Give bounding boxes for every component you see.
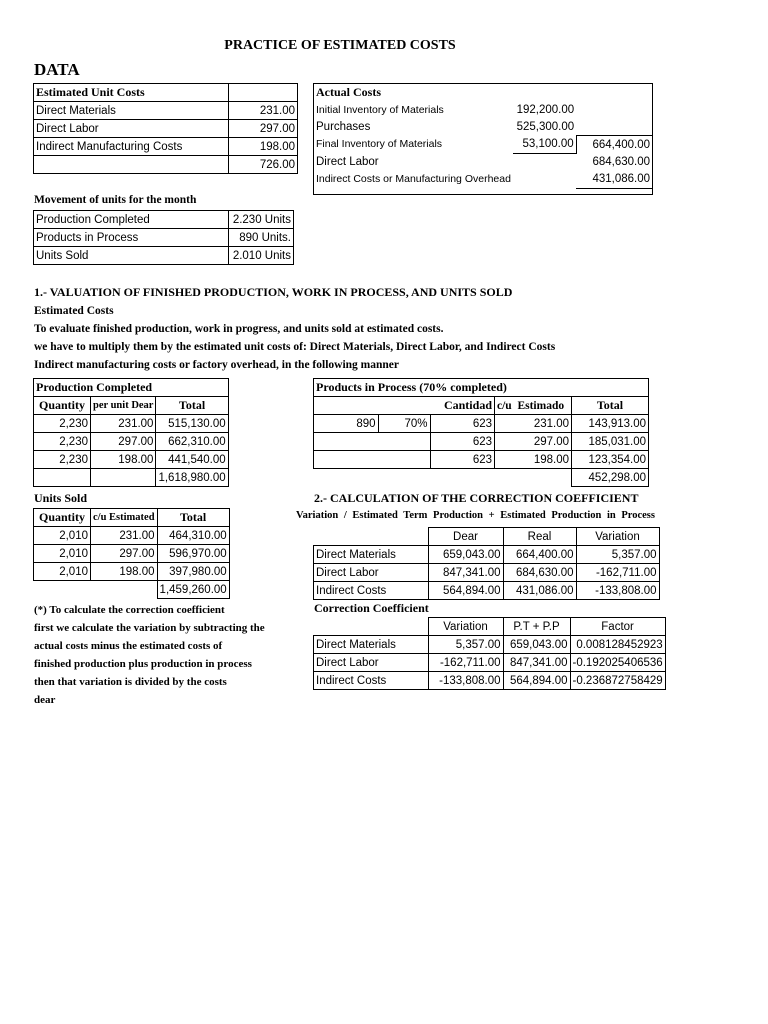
cell: -133,808.00 [428, 672, 503, 690]
cell: 890 [314, 415, 379, 433]
row-label: Direct Materials [314, 636, 429, 654]
cell: 70% [378, 415, 430, 433]
cell: 397,980.00 [157, 563, 229, 581]
actual-label: Indirect Costs or Manufacturing Overhead [316, 173, 511, 186]
col-header: Real [503, 528, 576, 546]
products-in-process-table [313, 378, 649, 487]
cell: 297.00 [91, 433, 156, 451]
cell: 297.00 [495, 433, 572, 451]
cell: 2,230 [34, 451, 91, 469]
cell: -0.236872758429 [570, 672, 665, 690]
movement-heading: Movement of units for the month [34, 194, 197, 206]
actual-v2 [576, 118, 652, 136]
production-completed-table [33, 378, 229, 487]
cell: 659,043.00 [503, 636, 570, 654]
cell: 684,630.00 [503, 564, 576, 582]
actual-v1: 525,300.00 [516, 120, 575, 133]
cell: 464,310.00 [157, 527, 229, 545]
cell: 297.00 [91, 545, 158, 563]
cell: 231.00 [495, 415, 572, 433]
note-line: first we calculate the variation by subtracting the [34, 622, 265, 634]
movement-label: Products in Process [34, 229, 229, 247]
note-line: (*) To calculate the correction coefficient [34, 604, 225, 616]
actual-v1: 192,200.00 [516, 103, 575, 116]
note-line: actual costs minus the estimated costs of [34, 640, 223, 652]
cell: 847,341.00 [428, 564, 503, 582]
section1-heading: 1.- VALUATION OF FINISHED PRODUCTION, WORK IN PROCESS, AND UNITS SOLD [34, 285, 513, 299]
cell: 623 [430, 451, 495, 469]
cell: 2,230 [34, 433, 91, 451]
movement-table [33, 210, 294, 265]
cell: 2,010 [34, 563, 91, 581]
actual-label: Direct Labor [316, 155, 379, 168]
cell: -162,711.00 [576, 564, 659, 582]
page-title: PRACTICE OF ESTIMATED COSTS [224, 38, 456, 53]
col-header: P.T + P.P [503, 618, 570, 636]
cost-label: Direct Materials [34, 102, 229, 120]
products-in-process-header: Products in Process (70% completed) [314, 379, 649, 397]
row-label: Direct Materials [314, 546, 429, 564]
col-header: Quantity [34, 397, 91, 415]
variation-table [313, 527, 660, 600]
cost-total: 726.00 [229, 156, 298, 174]
correction-coefficient-header: Correction Coefficient [314, 601, 429, 615]
col-header: Dear [428, 528, 503, 546]
movement-value: 2.010 Units [229, 247, 294, 265]
cell: 123,354.00 [572, 451, 649, 469]
col-header: Variation [576, 528, 659, 546]
cell: 564,894.00 [503, 672, 570, 690]
movement-value: 890 Units. [229, 229, 294, 247]
col-header: Total [157, 509, 229, 527]
actual-v1: 53,100.00 [513, 136, 576, 154]
cell: -133,808.00 [576, 582, 659, 600]
actual-v2: 684,630.00 [592, 155, 650, 168]
movement-value: 2.230 Units [229, 211, 294, 229]
col-header: Factor [570, 618, 665, 636]
cell: 5,357.00 [428, 636, 503, 654]
note-line: finished production plus production in process [34, 658, 252, 670]
cell: 2,010 [34, 527, 91, 545]
actual-costs-header: Actual Costs [316, 85, 381, 99]
row-label: Indirect Costs [314, 582, 429, 600]
units-sold-header: Units Sold [34, 491, 88, 505]
section1-sub: Estimated Costs [34, 305, 114, 317]
cost-label: Indirect Manufacturing Costs [34, 138, 229, 156]
cost-value: 297.00 [229, 120, 298, 138]
cell: -0.192025406536 [570, 654, 665, 672]
cell: 5,357.00 [576, 546, 659, 564]
cell: 185,031.00 [572, 433, 649, 451]
cell: 198.00 [495, 451, 572, 469]
note-block [34, 601, 274, 709]
data-heading: DATA [34, 60, 80, 79]
cell: 659,043.00 [428, 546, 503, 564]
cell: 231.00 [91, 415, 156, 433]
actual-costs-box [313, 83, 653, 195]
col-header: Total [156, 397, 228, 415]
row-label: Direct Labor [314, 564, 429, 582]
col-header: Estimado [517, 399, 565, 412]
col-header: c/u Estimated [91, 509, 158, 527]
row-label: Indirect Costs [314, 672, 429, 690]
actual-v2: 431,086.00 [576, 171, 652, 189]
cell: 662,310.00 [156, 433, 228, 451]
section2-formula: Variation / Estimated Term Production + Estimated Production in Process [296, 510, 655, 521]
note-line: dear [34, 694, 56, 706]
col-header: per unit Dear [91, 397, 156, 415]
actual-costs-table [314, 84, 652, 189]
actual-v2: 664,400.00 [576, 136, 652, 154]
cell: 0.008128452923 [570, 636, 665, 654]
section1-line1: To evaluate finished production, work in progress, and units sold at estimated costs. [34, 323, 444, 335]
cell: 596,970.00 [157, 545, 229, 563]
note-line: then that variation is divided by the costs [34, 676, 227, 688]
cell: 515,130.00 [156, 415, 228, 433]
movement-label: Units Sold [34, 247, 229, 265]
cell: 231.00 [91, 527, 158, 545]
cell: 2,010 [34, 545, 91, 563]
actual-label: Initial Inventory of Materials [316, 103, 444, 116]
units-sold-total: 1,459,260.00 [157, 581, 229, 599]
cell: 198.00 [91, 451, 156, 469]
units-sold-table [33, 508, 230, 599]
cost-label: Direct Labor [34, 120, 229, 138]
cell: 847,341.00 [503, 654, 570, 672]
col-header: Total [572, 397, 649, 415]
cell: 623 [430, 433, 495, 451]
cell: -162,711.00 [428, 654, 503, 672]
col-header: Cantidad [430, 397, 495, 415]
cell: 623 [430, 415, 495, 433]
cell: 2,230 [34, 415, 91, 433]
cell: 664,400.00 [503, 546, 576, 564]
actual-v2 [576, 101, 652, 118]
col-header: c/u [497, 399, 512, 412]
col-header: Quantity [34, 509, 91, 527]
estimated-unit-costs-table [33, 83, 298, 174]
cell: 431,086.00 [503, 582, 576, 600]
cell: 143,913.00 [572, 415, 649, 433]
section1-line2: we have to multiply them by the estimated unit costs of: Direct Materials, Direct Labor, and Indirect Costs [34, 341, 556, 353]
cost-value: 198.00 [229, 138, 298, 156]
movement-label: Production Completed [34, 211, 229, 229]
production-completed-total: 1,618,980.00 [156, 469, 228, 487]
cost-value: 231.00 [229, 102, 298, 120]
section1-line3: Indirect manufacturing costs or factory overhead, in the following manner [34, 359, 399, 371]
cell: 198.00 [91, 563, 158, 581]
correction-coefficient-table [313, 617, 666, 690]
section2-heading: 2.- CALCULATION OF THE CORRECTION COEFFICIENT [314, 491, 639, 505]
cell: 441,540.00 [156, 451, 228, 469]
col-header: Variation [428, 618, 503, 636]
cell: 564,894.00 [428, 582, 503, 600]
production-completed-header: Production Completed [34, 379, 229, 397]
products-in-process-total: 452,298.00 [572, 469, 649, 487]
actual-label: Final Inventory of Materials [316, 138, 443, 151]
actual-label: Purchases [316, 120, 371, 133]
row-label: Direct Labor [314, 654, 429, 672]
estimated-unit-costs-header: Estimated Unit Costs [34, 84, 229, 102]
